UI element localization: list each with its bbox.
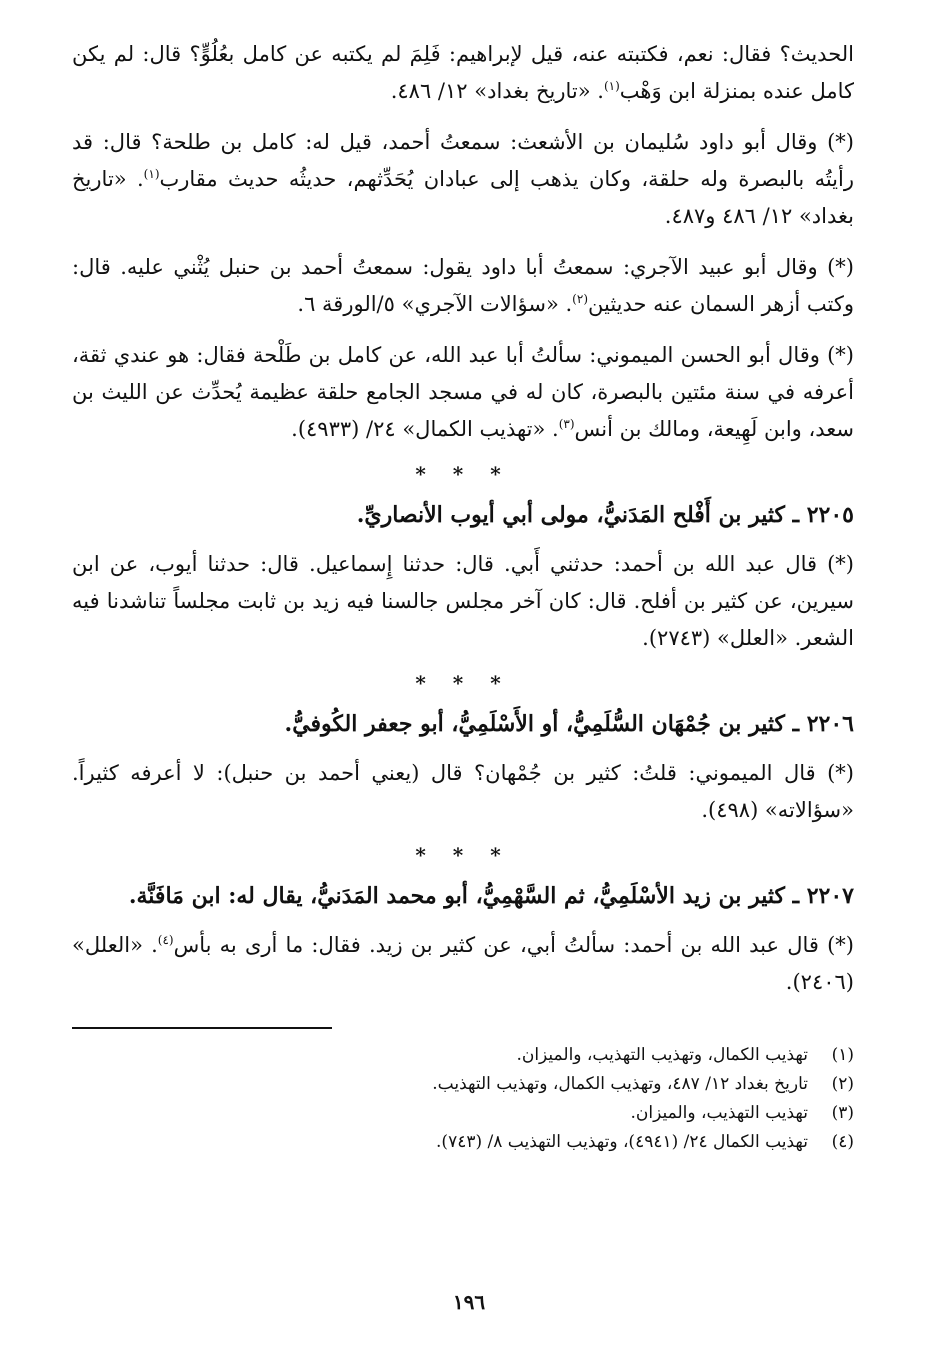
top-paragraphs xyxy=(72,36,854,448)
paragraph-text: (*) وقال أبو الحسن الميموني: سألتُ أبا عبد الله، عن كامل بن طَلْحة فقال: هو عندي ثقة، أعرفه في سنة مئتين بالبصرة، كان له في مسجد الجامع حلقة عظيمة يُحدِّث عن الليث بن سعد، وابن لَهِيعة، ومالك بن أنس xyxy=(72,343,854,441)
footnote-text: تهذيب الكمال ٢٤/ (٤٩٤١)، وتهذيب التهذيب ٨/ (٧٤٣). xyxy=(436,1132,808,1152)
footnote-number: (٣) xyxy=(831,1103,854,1123)
footnotes xyxy=(72,1041,854,1157)
paragraph-text: (*) قال عبد الله بن أحمد: سألتُ أبي، عن كثير بن زيد. فقال: ما أرى به بأس xyxy=(173,933,854,957)
footnote-ref[interactable]: (١) xyxy=(603,79,620,93)
footnote-number: (١) xyxy=(831,1045,854,1065)
footnote-text: تهذيب التهذيب، والميزان. xyxy=(630,1103,808,1123)
section-separator: * * * xyxy=(415,462,511,486)
footnote-text: تهذيب الكمال، وتهذيب التهذيب، والميزان. xyxy=(516,1045,808,1065)
paragraph-text: (*) وقال أبو عبيد الآجري: سمعتُ أبا داود يقول: سمعتُ أحمد بن حنبل يُثْني عليه. قال: وكتب أزهر السمان عنه حديثين xyxy=(72,255,854,316)
paragraph-citation: . «تاريخ بغداد» ١٢/ ٤٨٦. xyxy=(390,79,604,103)
paragraph-citation: . «تهذيب الكمال» ٢٤/ (٤٩٣٣). xyxy=(291,417,559,441)
footnote-number: (٢) xyxy=(831,1074,854,1094)
paragraph-citation: . «العلل» (٢٤٠٦). xyxy=(72,933,854,994)
entry-heading: ٢٢٠٧ ـ كثير بن زيد الأسْلَمِيُّ، ثم السَّهْمِيُّ، أبو محمد المَدَنيُّ، يقال له: ابن مَافَنَّة. xyxy=(128,883,854,909)
footnote-ref[interactable]: (٤) xyxy=(157,933,174,947)
paragraph-text: الحديث؟ فقال: نعم، فكتبته عنه، قيل لإبراهيم: فَلِمَ لم يكتبه عن كامل بعُلُوٍّ؟ قال: لم يكن كامل عنده بمنزلة ابن وَهْب xyxy=(72,42,854,103)
paragraph xyxy=(72,755,854,829)
footnote-item xyxy=(72,1128,854,1157)
footnote-ref[interactable]: (١) xyxy=(143,167,160,181)
footnote-ref[interactable]: (٣) xyxy=(558,417,575,431)
paragraph-text: (*) قال عبد الله بن أحمد: حدثني أَبي. قال: حدثنا إِسماعيل. قال: حدثنا أيوب، عن ابن سيرين، عن كثير بن أفلح. قال: كان آخر مجلس جالسنا فيه زيد بن ثابت مجلساً تناشدنا فيه الشعر. «العلل» (٢٧٤٣). xyxy=(72,552,854,650)
paragraph xyxy=(72,927,854,1001)
entry-2207 xyxy=(72,877,854,1001)
footnote-item xyxy=(72,1099,854,1128)
footnote-item xyxy=(72,1041,854,1070)
section-separator: * * * xyxy=(415,843,511,867)
paragraph-text: (*) وقال أبو داود سُليمان بن الأشعث: سمعتُ أحمد، قيل له: كامل بن طلحة؟ قال: قد رأيتُه بالبصرة وله حلقة، وكان يذهب إلى عبادان يُحَدِّثهم، حديثُه حديث مقارب xyxy=(72,130,854,191)
paragraph-citation: . «سؤالات الآجري» ٥/الورقة ٦. xyxy=(297,292,573,316)
footnote-number: (٤) xyxy=(831,1132,854,1152)
footnote-item xyxy=(72,1070,854,1099)
footnote-text: تاريخ بغداد ١٢/ ٤٨٧، وتهذيب الكمال، وتهذيب التهذيب. xyxy=(432,1074,808,1094)
paragraph xyxy=(72,124,854,235)
page-number: ١٩٦ xyxy=(452,1290,486,1314)
entry-heading: ٢٢٠٦ ـ كثير بن جُمْهَان السُّلَمِيُّ، أو الأَسْلَمِيُّ، أبو جعفر الكُوفيُّ. xyxy=(284,711,854,737)
entry-2205 xyxy=(72,496,854,657)
footnote-ref[interactable]: (٢) xyxy=(572,292,588,306)
paragraph xyxy=(72,249,854,323)
paragraph-citation: . «تاريخ بغداد» ١٢/ ٤٨٦ و٤٨٧. xyxy=(72,167,854,228)
entry-2206 xyxy=(72,705,854,829)
footnote-divider xyxy=(72,1027,332,1029)
paragraph-text: (*) قال الميموني: قلتُ: كثير بن جُمْهان؟ قال (يعني أحمد بن حنبل): لا أعرفه كثيراً. «سؤالاته» (٤٩٨). xyxy=(72,761,854,822)
paragraph xyxy=(72,337,854,448)
paragraph xyxy=(72,546,854,657)
entry-heading: ٢٢٠٥ ـ كثير بن أَفْلح المَدَنيُّ، مولى أبي أيوب الأنصاريِّ. xyxy=(356,502,854,528)
paragraph xyxy=(72,36,854,110)
section-separator: * * * xyxy=(415,671,511,695)
